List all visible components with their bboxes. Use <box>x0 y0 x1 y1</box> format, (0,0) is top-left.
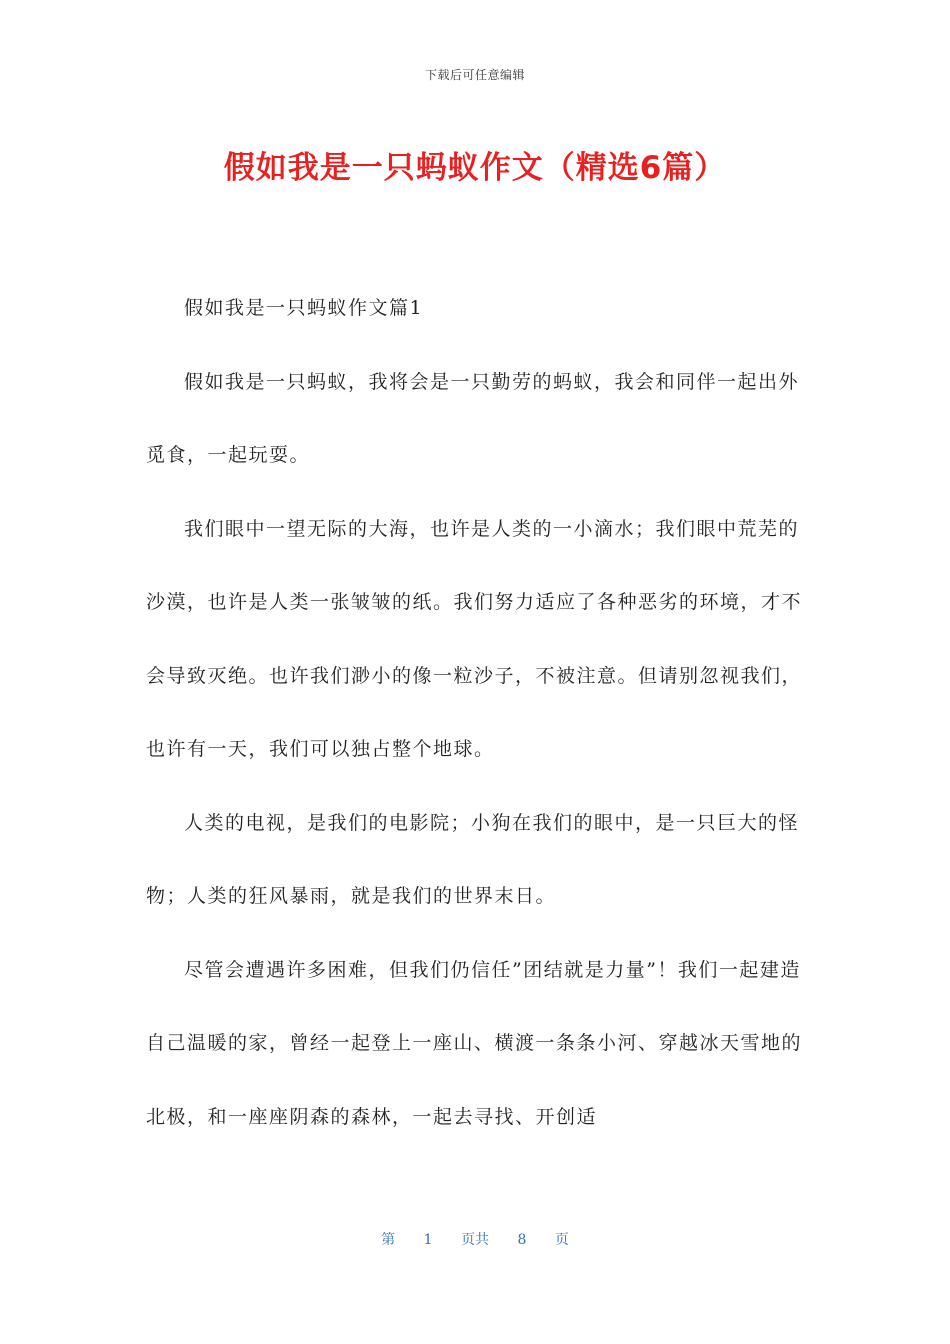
footer-suffix: 页 <box>554 1232 569 1248</box>
footer-total-pages: 8 <box>517 1232 527 1248</box>
paragraph: 我们眼中一望无际的大海，也许是人类的一小滴水；我们眼中荒芜的沙漠，也许是人类一张皱皱的纸。我们努力适应了各种恶劣的环境，才不会导致灭绝。也许我们渺小的像一粒沙子，不被注意。但请别忽视我们，也许有一天，我们可以独占整个地球。 <box>146 517 803 760</box>
paragraph: 尽管会遭遇许多困难，但我们仍信任”团结就是力量”！我们一起建造自己温暖的家，曾经一起登上一座山、横渡一条条小河、穿越冰天雪地的北极，和一座座阴森的森林，一起去寻找、开创适 <box>146 958 803 1128</box>
footer-page-number: 1 <box>423 1232 433 1248</box>
section-heading: 假如我是一只蚂蚁作文篇1 <box>184 297 424 319</box>
page-footer <box>0 1229 950 1249</box>
footer-middle: 页共 <box>461 1232 489 1248</box>
footer-prefix: 第 <box>381 1232 396 1248</box>
header-note: 下载后可任意编辑 <box>424 68 525 82</box>
paragraph: 假如我是一只蚂蚁，我将会是一只勤劳的蚂蚁，我会和同伴一起出外觅食，一起玩耍。 <box>146 370 800 466</box>
paragraph: 人类的电视，是我们的电影院；小狗在我们的眼中，是一只巨大的怪物；人类的狂风暴雨，就是我们的世界末日。 <box>146 811 800 907</box>
document-title: 假如我是一只蚂蚁作文（精选6篇） <box>223 150 727 186</box>
document-body <box>146 272 806 1154</box>
